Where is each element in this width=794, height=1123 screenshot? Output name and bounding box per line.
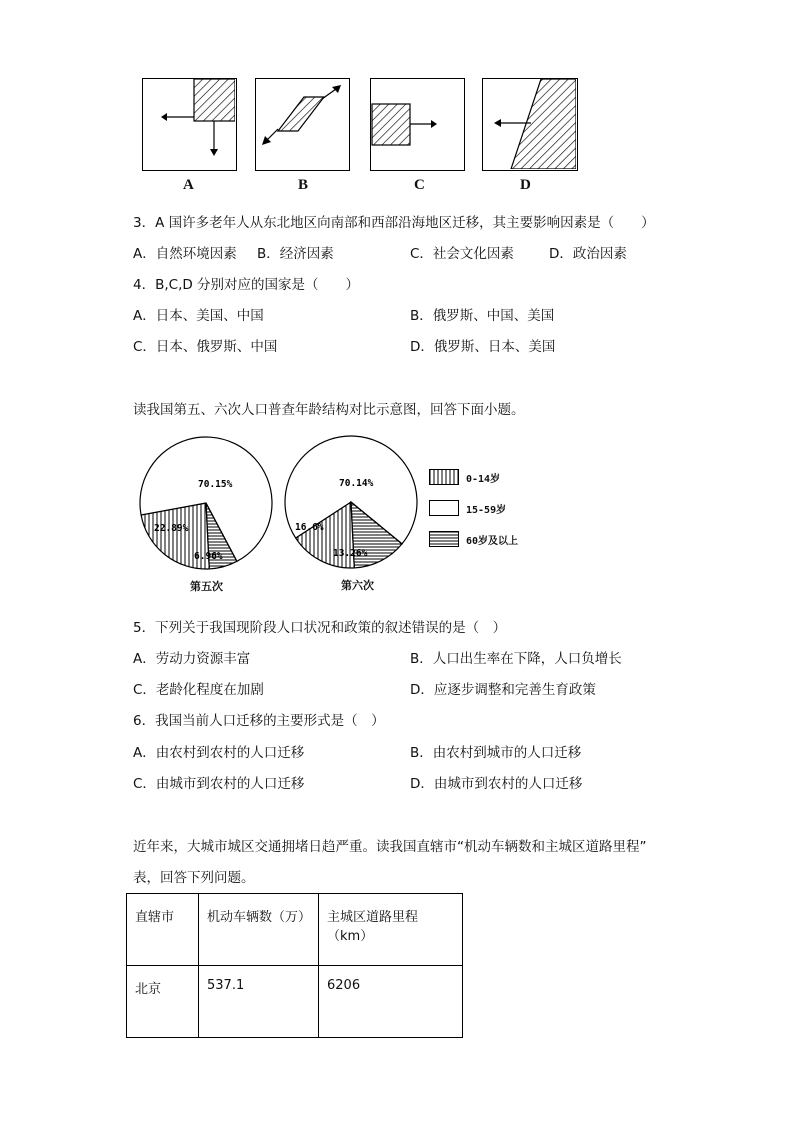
pie-chart-census-5 xyxy=(136,433,276,573)
question-4-option-a: A．日本、美国、中国 xyxy=(133,308,264,324)
pie-1-label-elderly: 6.96% xyxy=(194,551,223,562)
pie-1-label-youth: 22.89% xyxy=(154,523,189,534)
census-intro: 读我国第五、六次人口普查年龄结构对比示意图，回答下面小题。 xyxy=(133,402,525,418)
pie-2-caption: 第六次 xyxy=(341,579,374,592)
question-5-stem: 5．下列关于我国现阶段人口状况和政策的叙述错误的是（ ） xyxy=(133,620,507,636)
table-header-cell: 主城区道路里程（km） xyxy=(319,894,463,966)
legend-label-elderly: 60岁及以上 xyxy=(466,536,519,547)
question-3-option-c: C．社会文化因素 xyxy=(410,246,514,262)
figure-c-drawing xyxy=(371,79,463,169)
question-5-option-a: A．劳动力资源丰富 xyxy=(133,651,251,667)
question-5-option-d: D．应逐步调整和完善生育政策 xyxy=(410,682,596,698)
table-header-cell: 直辖市 xyxy=(127,894,199,966)
pie-2-label-working: 70.14% xyxy=(339,478,374,489)
traffic-intro-line-2: 表，回答下列问题。 xyxy=(133,870,255,886)
pie-2-label-elderly: 13.26% xyxy=(333,548,368,559)
city-traffic-table xyxy=(126,893,463,1038)
question-6-stem: 6．我国当前人口迁移的主要形式是（ ） xyxy=(133,713,385,729)
figure-d-drawing xyxy=(483,79,576,169)
question-4-option-c: C．日本、俄罗斯、中国 xyxy=(133,339,278,355)
table-header-cell: 机动车辆数（万） xyxy=(199,894,319,966)
question-4-option-d: D．俄罗斯、日本、美国 xyxy=(410,339,556,355)
figure-a-box xyxy=(142,78,237,171)
figure-label-c: C xyxy=(414,177,425,193)
table-header-row xyxy=(127,894,463,966)
figure-b-box xyxy=(255,78,350,171)
table-cell: 北京 xyxy=(127,966,199,1038)
table-cell: 537.1 xyxy=(199,966,319,1038)
question-4-option-b: B．俄罗斯、中国、美国 xyxy=(410,308,555,324)
question-3-option-d: D．政治因素 xyxy=(549,246,627,262)
figure-label-d: D xyxy=(520,177,531,193)
question-6-option-a: A．由农村到农村的人口迁移 xyxy=(133,745,305,761)
pie-chart-census-6 xyxy=(281,432,421,572)
pie-1-caption: 第五次 xyxy=(190,580,223,593)
question-3-option-a: A．自然环境因素 xyxy=(133,246,237,262)
question-6-option-b: B．由农村到城市的人口迁移 xyxy=(410,745,582,761)
question-3-option-b: B．经济因素 xyxy=(257,246,334,262)
pie-2-label-youth: 16.6% xyxy=(295,522,324,533)
legend-swatch-working xyxy=(429,500,459,516)
table-row xyxy=(127,966,463,1038)
legend-swatch-elderly xyxy=(429,531,459,547)
legend-swatch-youth xyxy=(429,469,459,485)
figure-c-box xyxy=(370,78,465,171)
question-5-option-c: C．老龄化程度在加剧 xyxy=(133,682,264,698)
table-cell: 6206 xyxy=(319,966,463,1038)
question-3-stem: 3．A 国许多老年人从东北地区向南部和西部沿海地区迁移，其主要影响因素是（ ） xyxy=(133,215,655,231)
legend-label-working: 15-59岁 xyxy=(466,505,507,516)
question-4-stem: 4．B,C,D 分别对应的国家是（ ） xyxy=(133,277,360,293)
question-6-option-d: D．由城市到农村的人口迁移 xyxy=(410,776,583,792)
legend-label-youth: 0-14岁 xyxy=(466,474,501,485)
figure-a-drawing xyxy=(143,79,235,169)
traffic-intro-line-1: 近年来，大城市城区交通拥堵日趋严重。读我国直辖市“机动车辆数和主城区道路里程” xyxy=(133,839,647,855)
question-5-option-b: B．人口出生率在下降，人口负增长 xyxy=(410,651,622,667)
figure-label-a: A xyxy=(183,177,194,193)
figure-label-b: B xyxy=(298,177,309,193)
pie-1-label-working: 70.15% xyxy=(198,479,233,490)
question-6-option-c: C．由城市到农村的人口迁移 xyxy=(133,776,305,792)
figure-b-drawing xyxy=(256,79,348,169)
figure-d-box xyxy=(482,78,578,171)
